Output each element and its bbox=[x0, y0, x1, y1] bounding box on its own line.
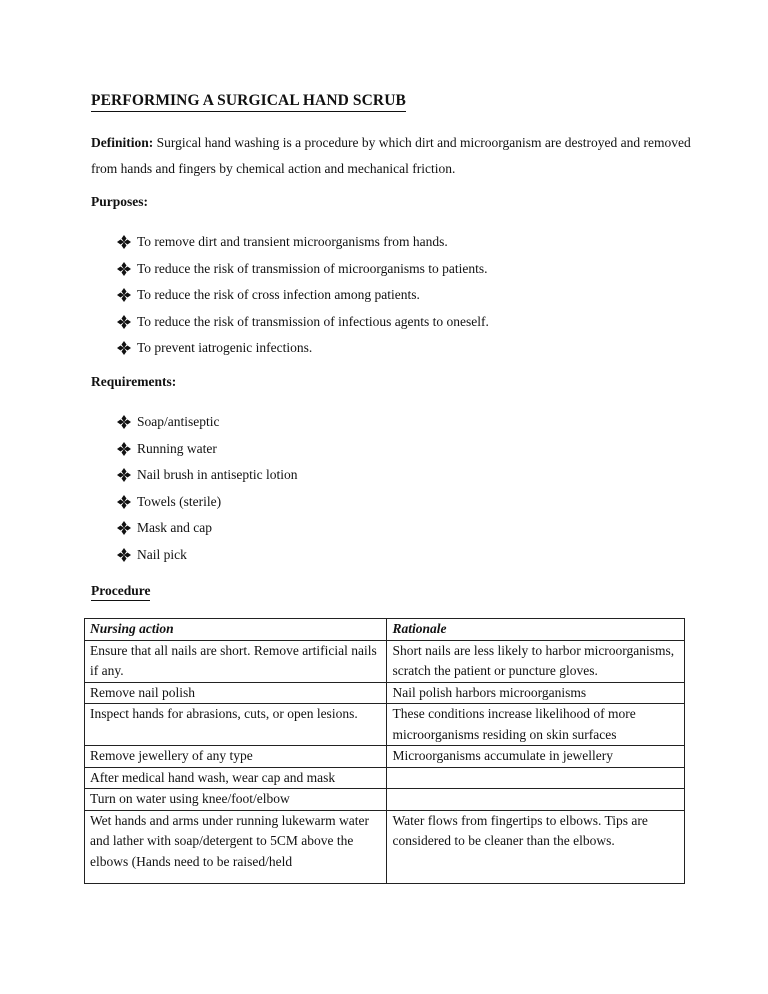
table-cell: Ensure that all nails are short. Remove artificial nails if any. bbox=[85, 640, 387, 682]
table-row bbox=[85, 640, 685, 682]
purposes-list bbox=[117, 229, 489, 362]
table-cell: Water flows from fingertips to elbows. Tips are considered to be cleaner than the elbows. bbox=[387, 810, 685, 883]
definition-label: Definition: bbox=[91, 135, 154, 150]
table-cell: After medical hand wash, wear cap and mask bbox=[85, 767, 387, 789]
table-row bbox=[85, 810, 685, 883]
diamond-bullet-icon bbox=[117, 442, 131, 456]
column-header-nursing-action: Nursing action bbox=[85, 619, 387, 641]
purposes-heading: Purposes: bbox=[91, 194, 148, 209]
diamond-bullet-icon bbox=[117, 415, 131, 429]
diamond-bullet-icon bbox=[117, 495, 131, 509]
list-item: Running water bbox=[117, 436, 297, 463]
procedure-table bbox=[84, 618, 685, 884]
page-title: PERFORMING A SURGICAL HAND SCRUB bbox=[91, 92, 406, 112]
diamond-bullet-icon bbox=[117, 468, 131, 482]
diamond-bullet-icon bbox=[117, 548, 131, 562]
list-item: To remove dirt and transient microorganisms from hands. bbox=[117, 229, 489, 256]
diamond-bullet-icon bbox=[117, 341, 131, 355]
diamond-bullet-icon bbox=[117, 315, 131, 329]
definition-paragraph bbox=[91, 130, 691, 182]
list-item: To reduce the risk of cross infection among patients. bbox=[117, 282, 489, 309]
list-item: Nail pick bbox=[117, 542, 297, 569]
table-header-row bbox=[85, 619, 685, 641]
table-row bbox=[85, 767, 685, 789]
diamond-bullet-icon bbox=[117, 521, 131, 535]
list-item: Nail brush in antiseptic lotion bbox=[117, 462, 297, 489]
requirements-heading: Requirements: bbox=[91, 374, 177, 389]
list-item: To prevent iatrogenic infections. bbox=[117, 335, 489, 362]
table-row bbox=[85, 789, 685, 811]
list-item: Towels (sterile) bbox=[117, 489, 297, 516]
list-item: Mask and cap bbox=[117, 515, 297, 542]
table-row bbox=[85, 682, 685, 704]
table-cell: Remove jewellery of any type bbox=[85, 746, 387, 768]
table-cell bbox=[387, 767, 685, 789]
diamond-bullet-icon bbox=[117, 288, 131, 302]
definition-text: Surgical hand washing is a procedure by which dirt and microorganism are destroyed and removed from hands and fingers by chemical action and mechanical friction. bbox=[91, 135, 691, 176]
table-cell: Inspect hands for abrasions, cuts, or open lesions. bbox=[85, 704, 387, 746]
table-cell: Nail polish harbors microorganisms bbox=[387, 682, 685, 704]
diamond-bullet-icon bbox=[117, 235, 131, 249]
table-row bbox=[85, 746, 685, 768]
list-item: To reduce the risk of transmission of microorganisms to patients. bbox=[117, 256, 489, 283]
column-header-rationale: Rationale bbox=[387, 619, 685, 641]
table-cell bbox=[387, 789, 685, 811]
diamond-bullet-icon bbox=[117, 262, 131, 276]
table-cell: Turn on water using knee/foot/elbow bbox=[85, 789, 387, 811]
table-cell: These conditions increase likelihood of more microorganisms residing on skin surfaces bbox=[387, 704, 685, 746]
table-cell: Microorganisms accumulate in jewellery bbox=[387, 746, 685, 768]
list-item: Soap/antiseptic bbox=[117, 409, 297, 436]
table-cell: Remove nail polish bbox=[85, 682, 387, 704]
table-cell: Short nails are less likely to harbor microorganisms, scratch the patient or puncture gloves. bbox=[387, 640, 685, 682]
table-row bbox=[85, 704, 685, 746]
procedure-heading: Procedure bbox=[91, 582, 150, 601]
requirements-list bbox=[117, 409, 297, 568]
list-item: To reduce the risk of transmission of infectious agents to oneself. bbox=[117, 309, 489, 336]
table-cell: Wet hands and arms under running lukewarm water and lather with soap/detergent to 5CM above the elbows (Hands need to be raised/held bbox=[85, 810, 387, 883]
